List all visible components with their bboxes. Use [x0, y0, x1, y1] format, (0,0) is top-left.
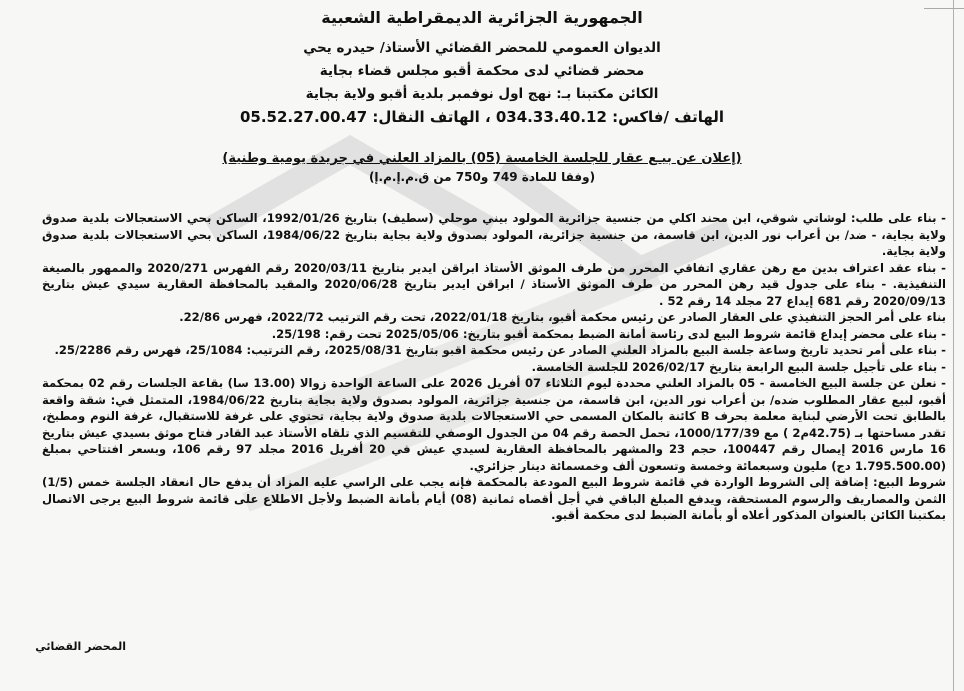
paragraph-postponement: - بناء على تأجيل جلسة البيع الرابعة بتاريخ 2026/02/17 للجلسة الخامسة.	[531, 359, 946, 374]
paragraph-seizure-order: بناء على أمر الحجز التنفيذي على العقار الصادر عن رئيس محكمة أقبو، بتاريخ 2022/01/18، تحت رقم الترتيب 2022/72، فهرس 22/86.	[179, 310, 946, 324]
office-line: الديوان العمومي للمحضر القضائي الأستاذ/ حيدره يحي	[303, 40, 661, 56]
bailiff-signature-label: المحضر القضائي	[35, 640, 126, 653]
paragraph-session-order: - بناء على أمر تحديد تاريخ وساعة جلسة البيع بالمزاد العلني الصادر عن رئيس محكمة اقبو بتاريخ 2025/08/31، رقم الترتيب: 25/1084، فهرس رقم 25/2286.	[54, 343, 946, 357]
announcement-title	[0, 151, 964, 166]
address-line: الكائن مكتبنا بـ: نهج اول نوفمبر بلدية أقبو ولاية بجاية	[305, 86, 659, 102]
announcement-title-text: (إعلان عن بيـع عقار للجلسة الخامسة (05) بالمزاد العلني في جريدة يومية وطنية)	[222, 151, 742, 166]
paragraph-conditions-deposit: - بناء على محضر إيداع قائمة شروط البيع لدى رئاسة أمانة الضبط بمحكمة أقبو بتاريخ: 2025/05/06 تحت رقم: 25/198.	[271, 326, 946, 341]
page-edge	[953, 0, 954, 691]
paragraph-sale-notice: - نعلن عن جلسة البيع الخامسة - 05 بالمزاد العلني محددة ليوم الثلاثاء 07 أفريل 2026 على الساعة الواحدة زوالا (13.00 سا) بقاعة الجلسات رقم 02 بمحكمة أقبو، لبيع عقار المطلوب ضده/ بن أعراب نور الدين، ابن قاسمة، من جنسية جزائرية، المولود بصدوق ولاية بجاية بتاريخ 1984/06/22، المتمثل في: شقة واقعة بالطابق تحت الأرضي لبناية معلمة بحرف B كائنة بالمكان المسمى حي الاستعجالات بلدية صدوق ولاية بجاية، تحتوي على غرفة للاستقبال، غرفة النوم ومطبخ، تقدر مساحتها بـ (42.75م2 ) مع 1000/177/39، تحمل الحصة رقم 04 من الجدول الوصفي للتقسيم الذي تلقاه الأستاذ عبد القادر فتاح موثق بسيدي عيش بتاريخ 16 مارس 2016 إيصال رقم 100447، حجم 23 والمشهر بالمحافظة العقارية لسيدي عيش في 20 أفريل 2016 مجلد 97 رقم 106، وبسعر افتتاحي بمبلغ (1.795.500.00 دج) مليون وسبعمائة وخمسة وتسعون ألف وخمسمائة دينار جزائري.	[42, 376, 946, 473]
republic-heading: الجمهورية الجزائرية الديمقراطية الشعبية	[321, 8, 643, 27]
paragraph-mortgage: - بناء عقد اعتراف بدين مع رهن عقاري اتفاقي المحرر من طرف الموثق الأستاذ ابراقن ايدير بتاريخ 2020/03/11 رقم الفهرس 2020/271 والممهور بالصيغة التنفيذية. - بناء على جدول قيد رهن المحرر من طرف الموثق الأستاذ / ابراقن ايدير بتاريخ 2020/06/28 والمقيد بالمحافظة العقارية سيدي عيش بتاريخ 2020/09/13 رقم 681 إيداع 27 مجلد 14 رقم 52 .	[42, 260, 946, 308]
announcement-body	[42, 210, 946, 524]
announcement-subtitle: (وفقا للمادة 749 و750 من ق.م.إ.م.إ)	[368, 170, 596, 184]
paragraph-sale-conditions: شروط البيع: إضافة إلى الشروط الواردة في قائمة شروط البيع المودعة بالمحكمة فإنه يجب على الراسي عليه المزاد أن يدفع حال انعقاد الجلسة خمس (1/5) الثمن والمصاريف والرسوم المستحقة، ويدفع المبلغ الباقي في أجل أقصاه ثمانية (08) أيام بأمانة الضبط ولأجل الاطلاع على قائمة شروط البيع يرجى الاتصال بمكتبنا الكائن بالعنوان المذكور أعلاه أو بأمانة الضبط لدى محكمة أقبو.	[42, 475, 946, 522]
paragraph-request: - بناء على طلب: لوشاتي شوقي، ابن محند اكلي من جنسية جزائرية المولود بيني موحلي (سطيف) بتاريخ 1992/01/26، الساكن بحي الاستعجالات بلدية صدوق ولاية بجاية، - ضد/ بن أعراب نور الدين، ابن قاسمة، من جنسية جزائرية، المولود بصدوق ولاية بجاية بتاريخ 1984/06/22، الساكن بحي الاستعجالات بلدية صدوق ولاية بجاية.	[42, 211, 946, 258]
court-line: محضر قضائي لدى محكمة أقبو مجلس قضاء بجاية	[319, 63, 645, 79]
phone-line: الهاتف /فاكس: 034.33.40.12 ، الهاتف النقال: 05.52.27.00.47	[239, 108, 725, 126]
